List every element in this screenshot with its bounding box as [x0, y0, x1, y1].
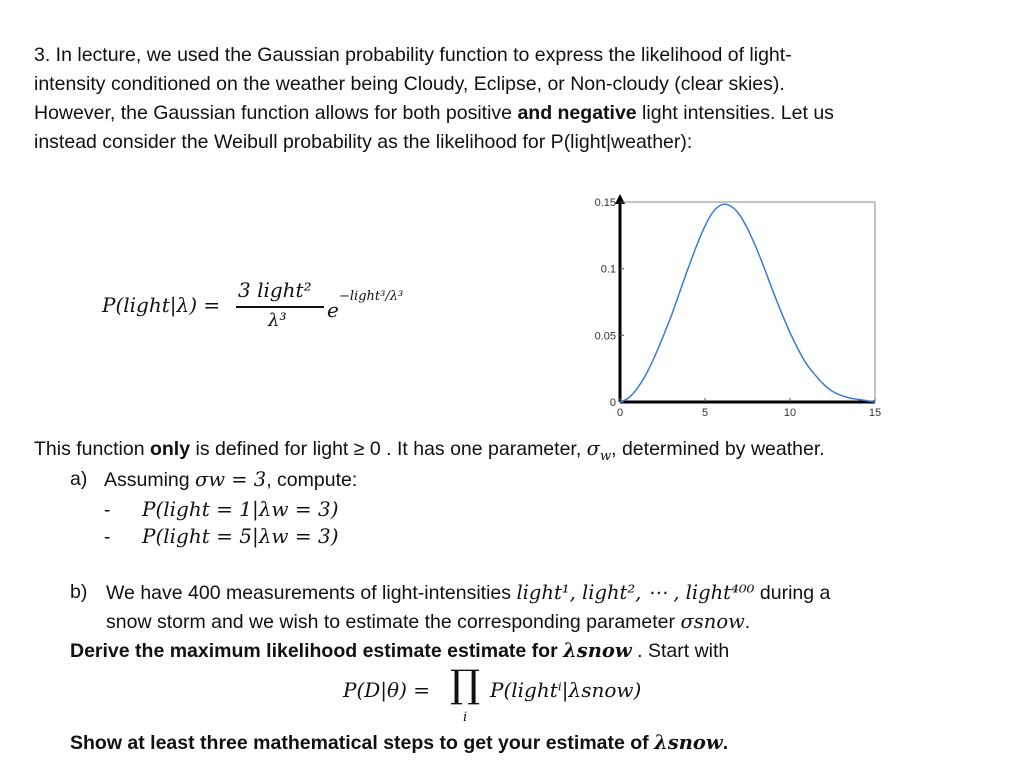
x-tick-label: 5: [701, 407, 709, 419]
y-tick-label: 0: [609, 397, 616, 409]
part-a-item-1: P(light = 1|λw = 3): [142, 497, 339, 521]
question-3-intro: [34, 41, 994, 157]
chart-series-line: [620, 204, 875, 402]
part-b-line-2: snow storm and we wish to estimate the corresponding parameter σsnow.: [106, 610, 751, 633]
y-tick-label: 0.05: [594, 330, 616, 343]
fraction-bar: [236, 306, 324, 308]
product-rhs: P(lightⁱ|λsnow): [490, 678, 642, 702]
weibull-chart: [583, 192, 882, 432]
q3-line-2: intensity conditioned on the weather being Cloudy, Eclipse, or Non-cloudy (clear skies).: [34, 73, 785, 95]
product-index: i: [463, 710, 468, 725]
formula-lhs: P(light|λ) =: [102, 293, 221, 317]
part-a-text: Assuming σw = 3, compute:: [104, 468, 358, 491]
y-tick-label: 0.1: [600, 263, 616, 276]
part-a-label: a): [70, 468, 88, 490]
product-lhs: P(D|θ) =: [343, 678, 430, 702]
q3-line-3: However, the Gaussian function allows for both positive and negative light intensities. Let us: [34, 102, 834, 124]
x-tick-label: 15: [868, 407, 882, 419]
formula-denominator: λ³: [268, 310, 287, 331]
formula-exponent: −light³/λ³: [339, 289, 404, 304]
part-b-label: b): [70, 581, 88, 603]
part-a-dash-2: -: [104, 527, 111, 548]
definition-line: This function only is defined for light ≥ 0 . It has one parameter, $\sigma_w$, determined by weather.: [34, 437, 825, 464]
x-tick-label: 0: [616, 407, 624, 419]
formula-exp-base: e: [327, 298, 339, 322]
part-b-line-1: We have 400 measurements of light-intensities light¹, light², ⋯ , light⁴⁰⁰ during a: [106, 581, 831, 604]
x-tick-label: 10: [783, 407, 797, 419]
formula-numerator: 3 light²: [238, 278, 312, 302]
q3-line-4: instead consider the Weibull probability as the likelihood for P(light|weather):: [34, 131, 693, 153]
part-a-dash-1: -: [104, 500, 111, 521]
product-symbol: ∏: [450, 662, 481, 706]
q3-line-1: 3. In lecture, we used the Gaussian probability function to express the likelihood of light-: [34, 44, 792, 66]
final-instruction: Show at least three mathematical steps to get your estimate of λsnow.: [70, 731, 729, 754]
part-a-item-2: P(light = 5|λw = 3): [142, 524, 339, 548]
part-b-instruction: Derive the maximum likelihood estimate estimate for λsnow . Start with: [70, 639, 730, 662]
y-tick-label: 0.15: [594, 197, 616, 209]
